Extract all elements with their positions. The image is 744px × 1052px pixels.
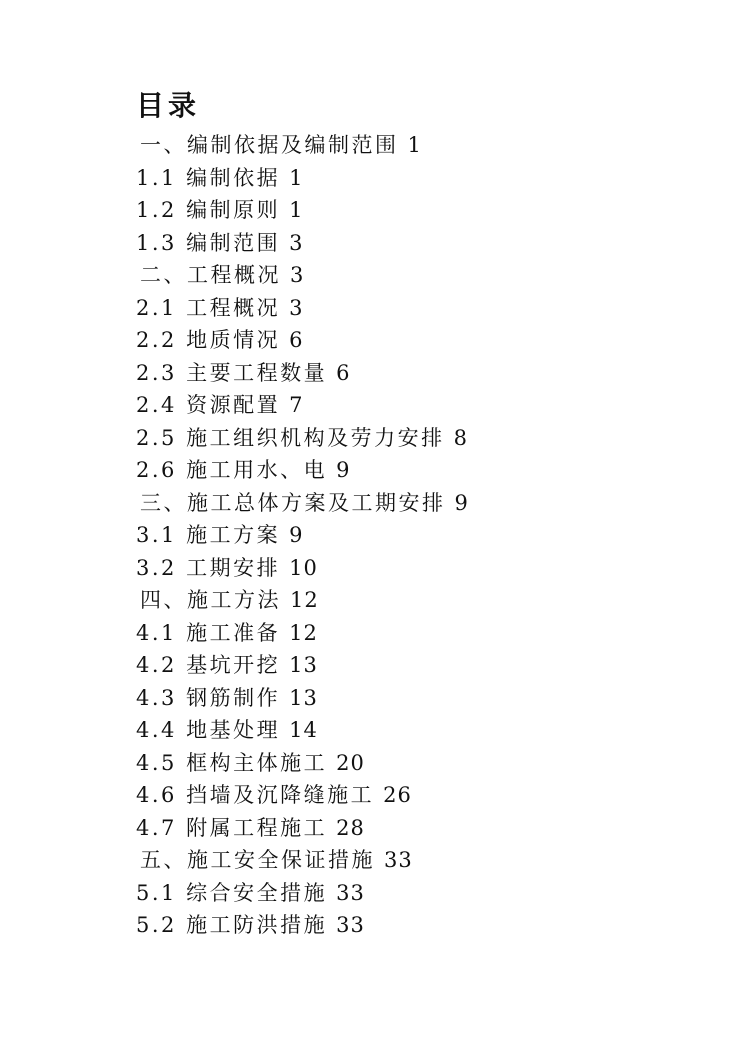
toc-entry[interactable] [136, 324, 696, 357]
toc-entry[interactable] [136, 877, 696, 910]
toc-entry-label: 2.2 地质情况 [136, 328, 281, 352]
toc-entry-page: 8 [453, 425, 468, 450]
toc-entry[interactable] [136, 357, 696, 390]
toc-entry-page: 20 [336, 750, 365, 775]
toc-entry-label: 2.4 资源配置 [136, 393, 281, 417]
toc-entry-page: 26 [383, 783, 412, 807]
toc-entry[interactable] [136, 162, 696, 195]
toc-entry[interactable] [136, 422, 696, 455]
toc-entry-page: 1 [289, 198, 304, 222]
page-title: 目录 [136, 89, 201, 122]
toc-entry[interactable] [136, 292, 696, 325]
toc-entry[interactable] [136, 194, 696, 227]
toc-entry-label: 2.3 主要工程数量 [136, 360, 328, 385]
toc-entry-page: 12 [290, 588, 319, 612]
toc-entry-label: 5.1 综合安全措施 [136, 880, 328, 905]
toc-entry-page: 6 [289, 328, 304, 352]
toc-entry[interactable] [136, 519, 696, 552]
toc-entry-label: 四、施工方法 [140, 588, 281, 612]
toc-entry-page: 3 [289, 230, 304, 255]
toc-entry-page: 14 [289, 718, 318, 742]
toc-entry[interactable] [136, 779, 696, 812]
toc-entry-label: 三、施工总体方案及工期安排 [140, 490, 446, 515]
toc-entry[interactable] [136, 129, 696, 162]
toc-entry[interactable] [136, 552, 696, 585]
toc-entry-page: 3 [290, 263, 305, 287]
toc-entry-label: 4.5 框构主体施工 [136, 750, 328, 775]
toc-entry-label: 4.6 挡墙及沉降缝施工 [136, 783, 375, 807]
toc-entry[interactable] [136, 259, 696, 292]
toc-entry-label: 4.3 钢筋制作 [136, 685, 281, 710]
toc-entry[interactable] [136, 909, 696, 942]
toc-entry[interactable] [136, 617, 696, 650]
toc-entry-page: 33 [336, 880, 365, 905]
toc-entry-page: 33 [336, 913, 365, 937]
toc-entry-label: 二、工程概况 [140, 263, 281, 287]
toc-entry-page: 1 [289, 165, 304, 190]
toc-entry-page: 1 [407, 133, 422, 157]
toc-entry[interactable] [136, 389, 696, 422]
toc-entry[interactable] [136, 584, 696, 617]
toc-content [136, 89, 696, 942]
toc-entry-label: 4.2 基坑开挖 [136, 653, 281, 677]
toc-entry-page: 9 [289, 523, 304, 547]
toc-entry-label: 4.1 施工准备 [136, 620, 281, 645]
toc-entry-label: 2.5 施工组织机构及劳力安排 [136, 425, 445, 450]
toc-entry[interactable] [136, 714, 696, 747]
toc-entry-page: 12 [289, 620, 318, 645]
toc-entry-page: 28 [336, 815, 365, 840]
toc-entry[interactable] [136, 747, 696, 780]
toc-entry-label: 1.1 编制依据 [136, 165, 281, 190]
toc-entry-label: 4.7 附属工程施工 [136, 815, 328, 840]
toc-entry[interactable] [136, 812, 696, 845]
table-of-contents [136, 129, 696, 942]
toc-entry-page: 10 [289, 555, 318, 580]
toc-entry-page: 7 [289, 393, 304, 417]
toc-entry-label: 1.2 编制原则 [136, 198, 281, 222]
toc-entry-page: 33 [384, 848, 413, 872]
toc-entry[interactable] [136, 487, 696, 520]
toc-entry-page: 9 [336, 458, 351, 482]
toc-entry-label: 一、编制依据及编制范围 [140, 133, 399, 157]
toc-entry-page: 3 [289, 295, 304, 320]
toc-entry-page: 13 [289, 685, 318, 710]
toc-entry-page: 6 [336, 360, 351, 385]
toc-entry-page: 9 [454, 490, 469, 515]
toc-entry-label: 5.2 施工防洪措施 [136, 913, 328, 937]
toc-entry-label: 4.4 地基处理 [136, 718, 281, 742]
toc-entry[interactable] [136, 227, 696, 260]
toc-entry[interactable] [136, 454, 696, 487]
toc-entry-label: 3.1 施工方案 [136, 523, 281, 547]
toc-entry-label: 2.6 施工用水、电 [136, 458, 328, 482]
toc-entry-label: 3.2 工期安排 [136, 555, 281, 580]
toc-entry-label: 五、施工安全保证措施 [140, 848, 375, 872]
toc-entry-label: 2.1 工程概况 [136, 295, 281, 320]
toc-entry-label: 1.3 编制范围 [136, 230, 281, 255]
toc-entry-page: 13 [289, 653, 318, 677]
toc-entry[interactable] [136, 682, 696, 715]
toc-entry[interactable] [136, 649, 696, 682]
toc-entry[interactable] [136, 844, 696, 877]
